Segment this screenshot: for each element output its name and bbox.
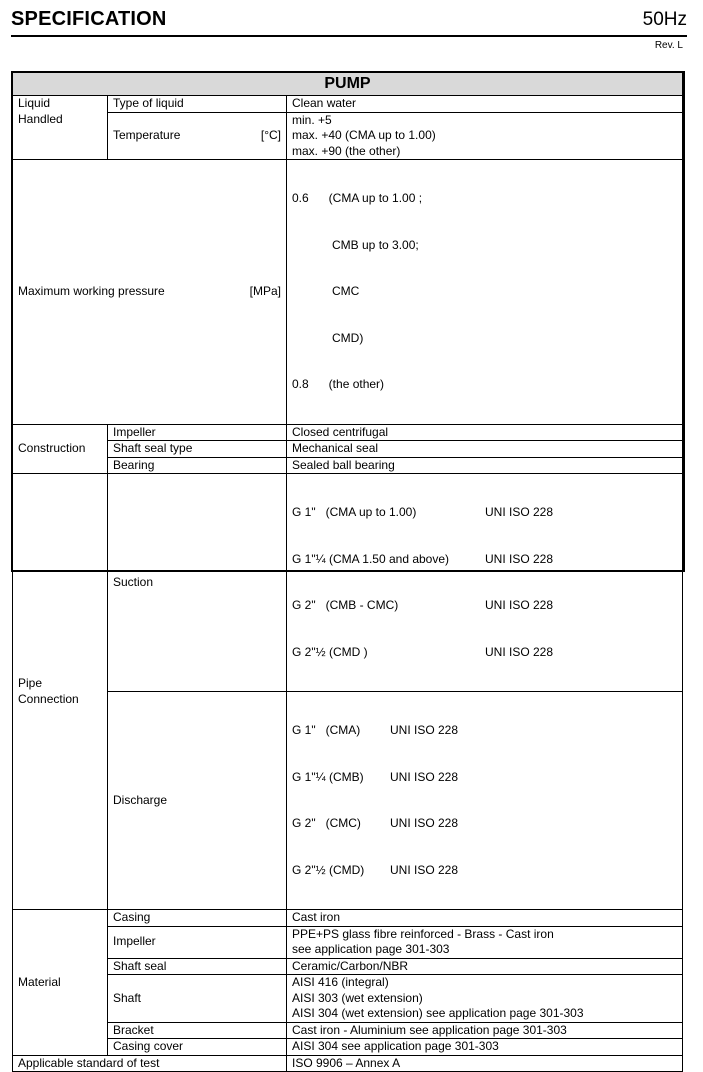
temperature-values [287,112,683,160]
bracket-label: Bracket [108,1022,287,1039]
impeller-line: PPE+PS glass fibre reinforced - Brass - Cast iron [292,926,554,941]
material-label: Material [13,910,108,1056]
pump-band: PUMP [13,73,683,96]
discharge-size: G 2" (CMC) [292,816,361,830]
discharge-std: UNI ISO 228 [390,723,459,737]
construction-value: Closed centrifugal [287,424,683,441]
casing-cover-label: Casing cover [108,1039,287,1056]
casing-label: Casing [108,910,287,927]
shaft-line: AISI 304 (wet extension) see application page 301-303 [292,1006,584,1020]
suction-std: UNI ISO 228 [485,505,554,519]
suction-std: UNI ISO 228 [485,598,554,612]
pressure-line: 0.8 (the other) [292,377,385,391]
temperature-label-cell [108,112,287,160]
liquid-label-top: Liquid [13,96,108,113]
discharge-label: Discharge [108,692,287,910]
construction-sub: Shaft seal type [108,441,287,458]
discharge-values [287,692,683,910]
construction-sub: Impeller [108,424,287,441]
liquid-label-bottom: Handled [13,112,108,160]
standard-label: Applicable standard of test [13,1055,287,1072]
standard-value: ISO 9906 – Annex A [287,1055,683,1072]
construction-value: Sealed ball bearing [287,457,683,474]
temp-line: max. +40 (CMA up to 1.00) [292,128,436,142]
suction-label: Suction [108,474,287,692]
type-of-liquid-label: Type of liquid [108,96,287,113]
suction-values [287,474,683,692]
shaft-line: AISI 303 (wet extension) [292,990,423,1005]
temp-line: max. +90 (the other) [292,143,401,158]
pressure-unit: [MPa] [249,284,281,298]
temperature-unit: [°C] [260,128,281,142]
shaft-values [287,975,683,1023]
casing-value: Cast iron [287,910,683,927]
temperature-label: Temperature [113,128,181,142]
pressure-line: CMD) [292,330,364,345]
type-of-liquid-value: Clean water [287,96,683,113]
discharge-size: G 2"½ (CMD) [292,862,365,877]
shaft-label: Shaft [108,975,287,1023]
temp-line: min. +5 [292,112,332,127]
construction-value: Mechanical seal [287,441,683,458]
pipe-label-top: Pipe [18,676,43,690]
material-impeller-values [287,926,683,958]
suction-size: G 2" (CMB - CMC) [292,598,399,612]
suction-size: G 2"½ (CMD ) [292,644,368,659]
pipe-label-bottom: Connection [18,691,79,706]
suction-size: G 1"¼ (CMA 1.50 and above) [292,551,450,566]
discharge-std: UNI ISO 228 [390,816,459,830]
frequency-label: 50Hz [642,9,687,30]
discharge-size: G 1"¼ (CMB) [292,769,364,784]
pressure-line: 0.6 (CMA up to 1.00 ; [292,191,423,205]
impeller-line: see application page 301-303 [292,942,450,956]
header-rule [11,35,687,37]
spec-table-frame [11,71,685,1070]
bracket-value: Cast iron - Aluminium see application page 301-303 [287,1022,683,1039]
discharge-std: UNI ISO 228 [390,769,459,784]
discharge-std: UNI ISO 228 [390,862,459,877]
material-impeller-label: Impeller [108,926,287,958]
shaft-seal-label: Shaft seal [108,958,287,975]
suction-std: UNI ISO 228 [485,551,554,566]
suction-size: G 1" (CMA up to 1.00) [292,505,417,519]
pressure-label-cell [13,160,287,425]
shaft-seal-value: Ceramic/Carbon/NBR [287,958,683,975]
spec-table [12,72,683,1072]
page-title: SPECIFICATION [11,8,167,30]
revision-label: Rev. L [654,40,683,51]
pressure-line: CMB up to 3.00; [292,237,419,252]
construction-sub: Bearing [108,457,287,474]
shaft-line: AISI 416 (integral) [292,975,389,989]
suction-std: UNI ISO 228 [485,644,554,659]
pressure-label: Maximum working pressure [18,284,165,298]
construction-label: Construction [13,424,108,474]
pressure-line: CMC [292,284,360,298]
discharge-size: G 1" (CMA) [292,723,361,737]
pipe-connection-label [13,474,108,910]
casing-cover-value: AISI 304 see application page 301-303 [287,1039,683,1056]
pressure-values [287,160,683,425]
